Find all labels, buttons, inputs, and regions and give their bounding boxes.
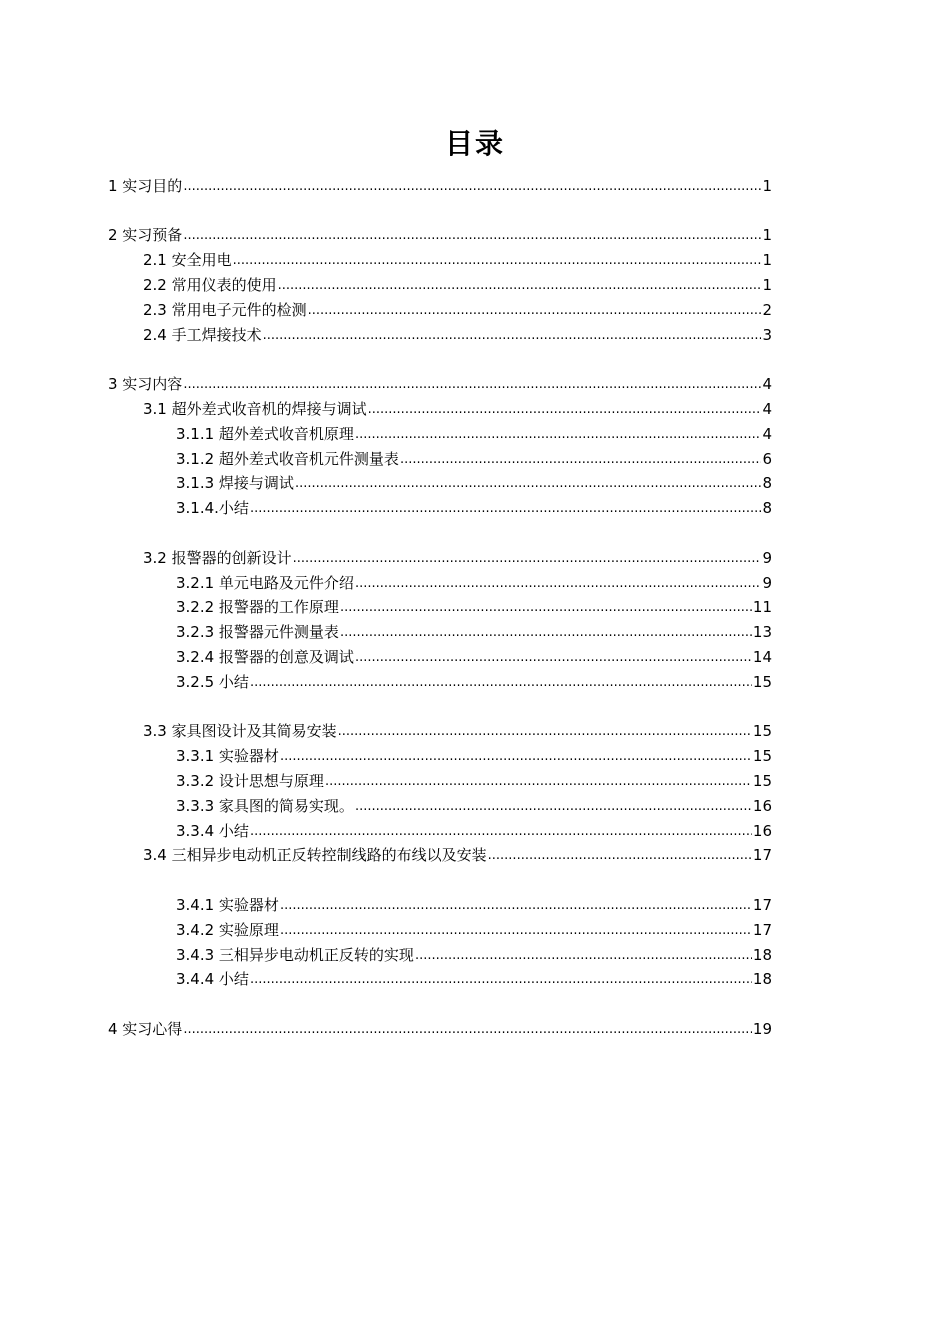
toc-entry-label: 3.4 三相异步电动机正反转控制线路的布线以及安装 [143,846,487,865]
toc-dot-leader [295,473,762,493]
toc-dot-leader [340,597,752,617]
toc-entry[interactable] [108,469,772,494]
toc-entry[interactable] [108,890,772,915]
toc-entry-label: 3 实习内容 [108,375,183,394]
toc-page-number: 8 [762,474,772,493]
toc-page-number: 9 [762,548,772,567]
toc-page-number: 19 [752,1019,772,1038]
toc-entry-label: 3.1.3 焊接与调试 [176,474,294,493]
toc-page-number: 18 [752,945,772,964]
toc-page-number: 11 [752,598,772,617]
toc-dot-leader [355,647,752,667]
toc-entry-label: 1 实习目的 [108,176,183,195]
toc-entry-label: 3.3.4 小结 [176,821,249,840]
toc-dot-leader [293,548,762,568]
toc-dot-leader [325,771,752,791]
toc-dot-leader [355,424,762,444]
toc-entry[interactable] [108,717,772,742]
toc-entry[interactable] [108,493,772,518]
toc-dot-leader [355,573,762,593]
toc-page-number: 16 [752,796,772,815]
toc-entry[interactable] [108,915,772,940]
toc-dot-leader [280,746,752,766]
toc-entry[interactable] [108,270,772,295]
toc-page-number: 1 [762,176,772,195]
toc-dot-leader [183,1019,752,1039]
toc-page-number: 4 [762,399,772,418]
toc-dot-leader [183,374,761,394]
toc-entry-label: 3.1.1 超外差式收音机原理 [176,424,354,443]
toc-entry[interactable] [108,965,772,990]
toc-dot-leader [338,721,752,741]
toc-entry[interactable] [108,617,772,642]
toc-entry-label: 2.2 常用仪表的使用 [143,275,277,294]
toc-entry[interactable] [108,221,772,246]
toc-entry-label: 4 实习心得 [108,1019,183,1038]
toc-entry[interactable] [108,543,772,568]
toc-entry-label: 3.4.4 小结 [176,970,249,989]
toc-dot-leader [250,498,762,518]
toc-page-number: 15 [752,747,772,766]
toc-dot-leader [368,399,762,419]
toc-page-number: 4 [762,424,772,443]
toc-page-number: 8 [762,499,772,518]
toc-entry[interactable] [108,667,772,692]
toc-page-number: 17 [752,846,772,865]
toc-page-number: 14 [752,647,772,666]
toc-entry-label: 3.4.1 实验器材 [176,895,279,914]
toc-dot-leader [250,672,752,692]
toc-page-number: 13 [752,623,772,642]
toc-dot-leader [280,895,752,915]
toc-entry-label: 3.1.4.小结 [176,499,249,518]
toc-page-number: 17 [752,920,772,939]
toc-entry-label: 3.2.3 报警器元件测量表 [176,623,339,642]
toc-entry[interactable] [108,841,772,866]
toc-dot-leader [488,845,752,865]
toc-page-number: 15 [752,722,772,741]
toc-entry-label: 3.3.2 设计思想与原理 [176,771,324,790]
toc-page-number: 18 [752,970,772,989]
toc-page-number: 4 [762,375,772,394]
toc-dot-leader [355,796,752,816]
toc-entry[interactable] [108,320,772,345]
toc-entry-label: 3.2.1 单元电路及元件介绍 [176,573,354,592]
toc-entry-label: 2.3 常用电子元件的检测 [143,300,307,319]
toc-entry-label: 3.2.2 报警器的工作原理 [176,598,339,617]
toc-entry[interactable] [108,369,772,394]
toc-entry[interactable] [108,444,772,469]
toc-page-number: 17 [752,895,772,914]
toc-entry[interactable] [108,295,772,320]
toc-page-number: 9 [762,573,772,592]
toc-entry[interactable] [108,593,772,618]
toc-entry[interactable] [108,642,772,667]
toc-dot-leader [280,920,752,940]
toc-entry-label: 3.2 报警器的创新设计 [143,548,292,567]
toc-page-number: 3 [762,325,772,344]
toc-entry-label: 3.1.2 超外差式收音机元件测量表 [176,449,399,468]
toc-page-number: 1 [762,251,772,270]
toc-entry[interactable] [108,419,772,444]
toc-entry[interactable] [108,171,772,196]
toc-dot-leader [233,250,762,270]
toc-entry-label: 3.2.5 小结 [176,672,249,691]
toc-entry-label: 2.1 安全用电 [143,251,232,270]
toc-dot-leader [183,225,761,245]
toc-dot-leader [278,275,762,295]
toc-entry[interactable] [108,940,772,965]
toc-entry-label: 3.3 家具图设计及其简易安装 [143,722,337,741]
toc-dot-leader [263,325,762,345]
toc-entry[interactable] [108,1014,772,1039]
toc-page-number: 1 [762,226,772,245]
toc-dot-leader [250,821,752,841]
toc-entry[interactable] [108,741,772,766]
toc-page-number: 6 [762,449,772,468]
toc-page-number: 2 [762,300,772,319]
toc-page-number: 15 [752,771,772,790]
toc-dot-leader [415,945,752,965]
toc-page-number: 15 [752,672,772,691]
toc-entry-label: 2.4 手工焊接技术 [143,325,262,344]
toc-entry-label: 2 实习预备 [108,226,183,245]
toc-dot-leader [183,176,761,196]
toc-entry-label: 3.4.3 三相异步电动机正反转的实现 [176,945,414,964]
toc-dot-leader [340,622,752,642]
toc-dot-leader [400,449,762,469]
toc-entry[interactable] [108,568,772,593]
toc-entry[interactable] [108,245,772,270]
toc-page-number: 16 [752,821,772,840]
toc-entry-label: 3.3.3 家具图的简易实现。 [176,796,354,815]
toc-page-number: 1 [762,275,772,294]
toc-entry[interactable] [108,766,772,791]
toc-entry-label: 3.1 超外差式收音机的焊接与调试 [143,399,367,418]
table-of-contents [108,171,772,1039]
toc-dot-leader [250,969,752,989]
toc-entry-label: 3.3.1 实验器材 [176,747,279,766]
toc-entry[interactable] [108,791,772,816]
toc-entry[interactable] [108,394,772,419]
toc-entry-label: 3.4.2 实验原理 [176,920,279,939]
toc-entry[interactable] [108,816,772,841]
toc-dot-leader [308,300,762,320]
toc-title: 目录 [444,127,505,160]
toc-entry-label: 3.2.4 报警器的创意及调试 [176,647,354,666]
